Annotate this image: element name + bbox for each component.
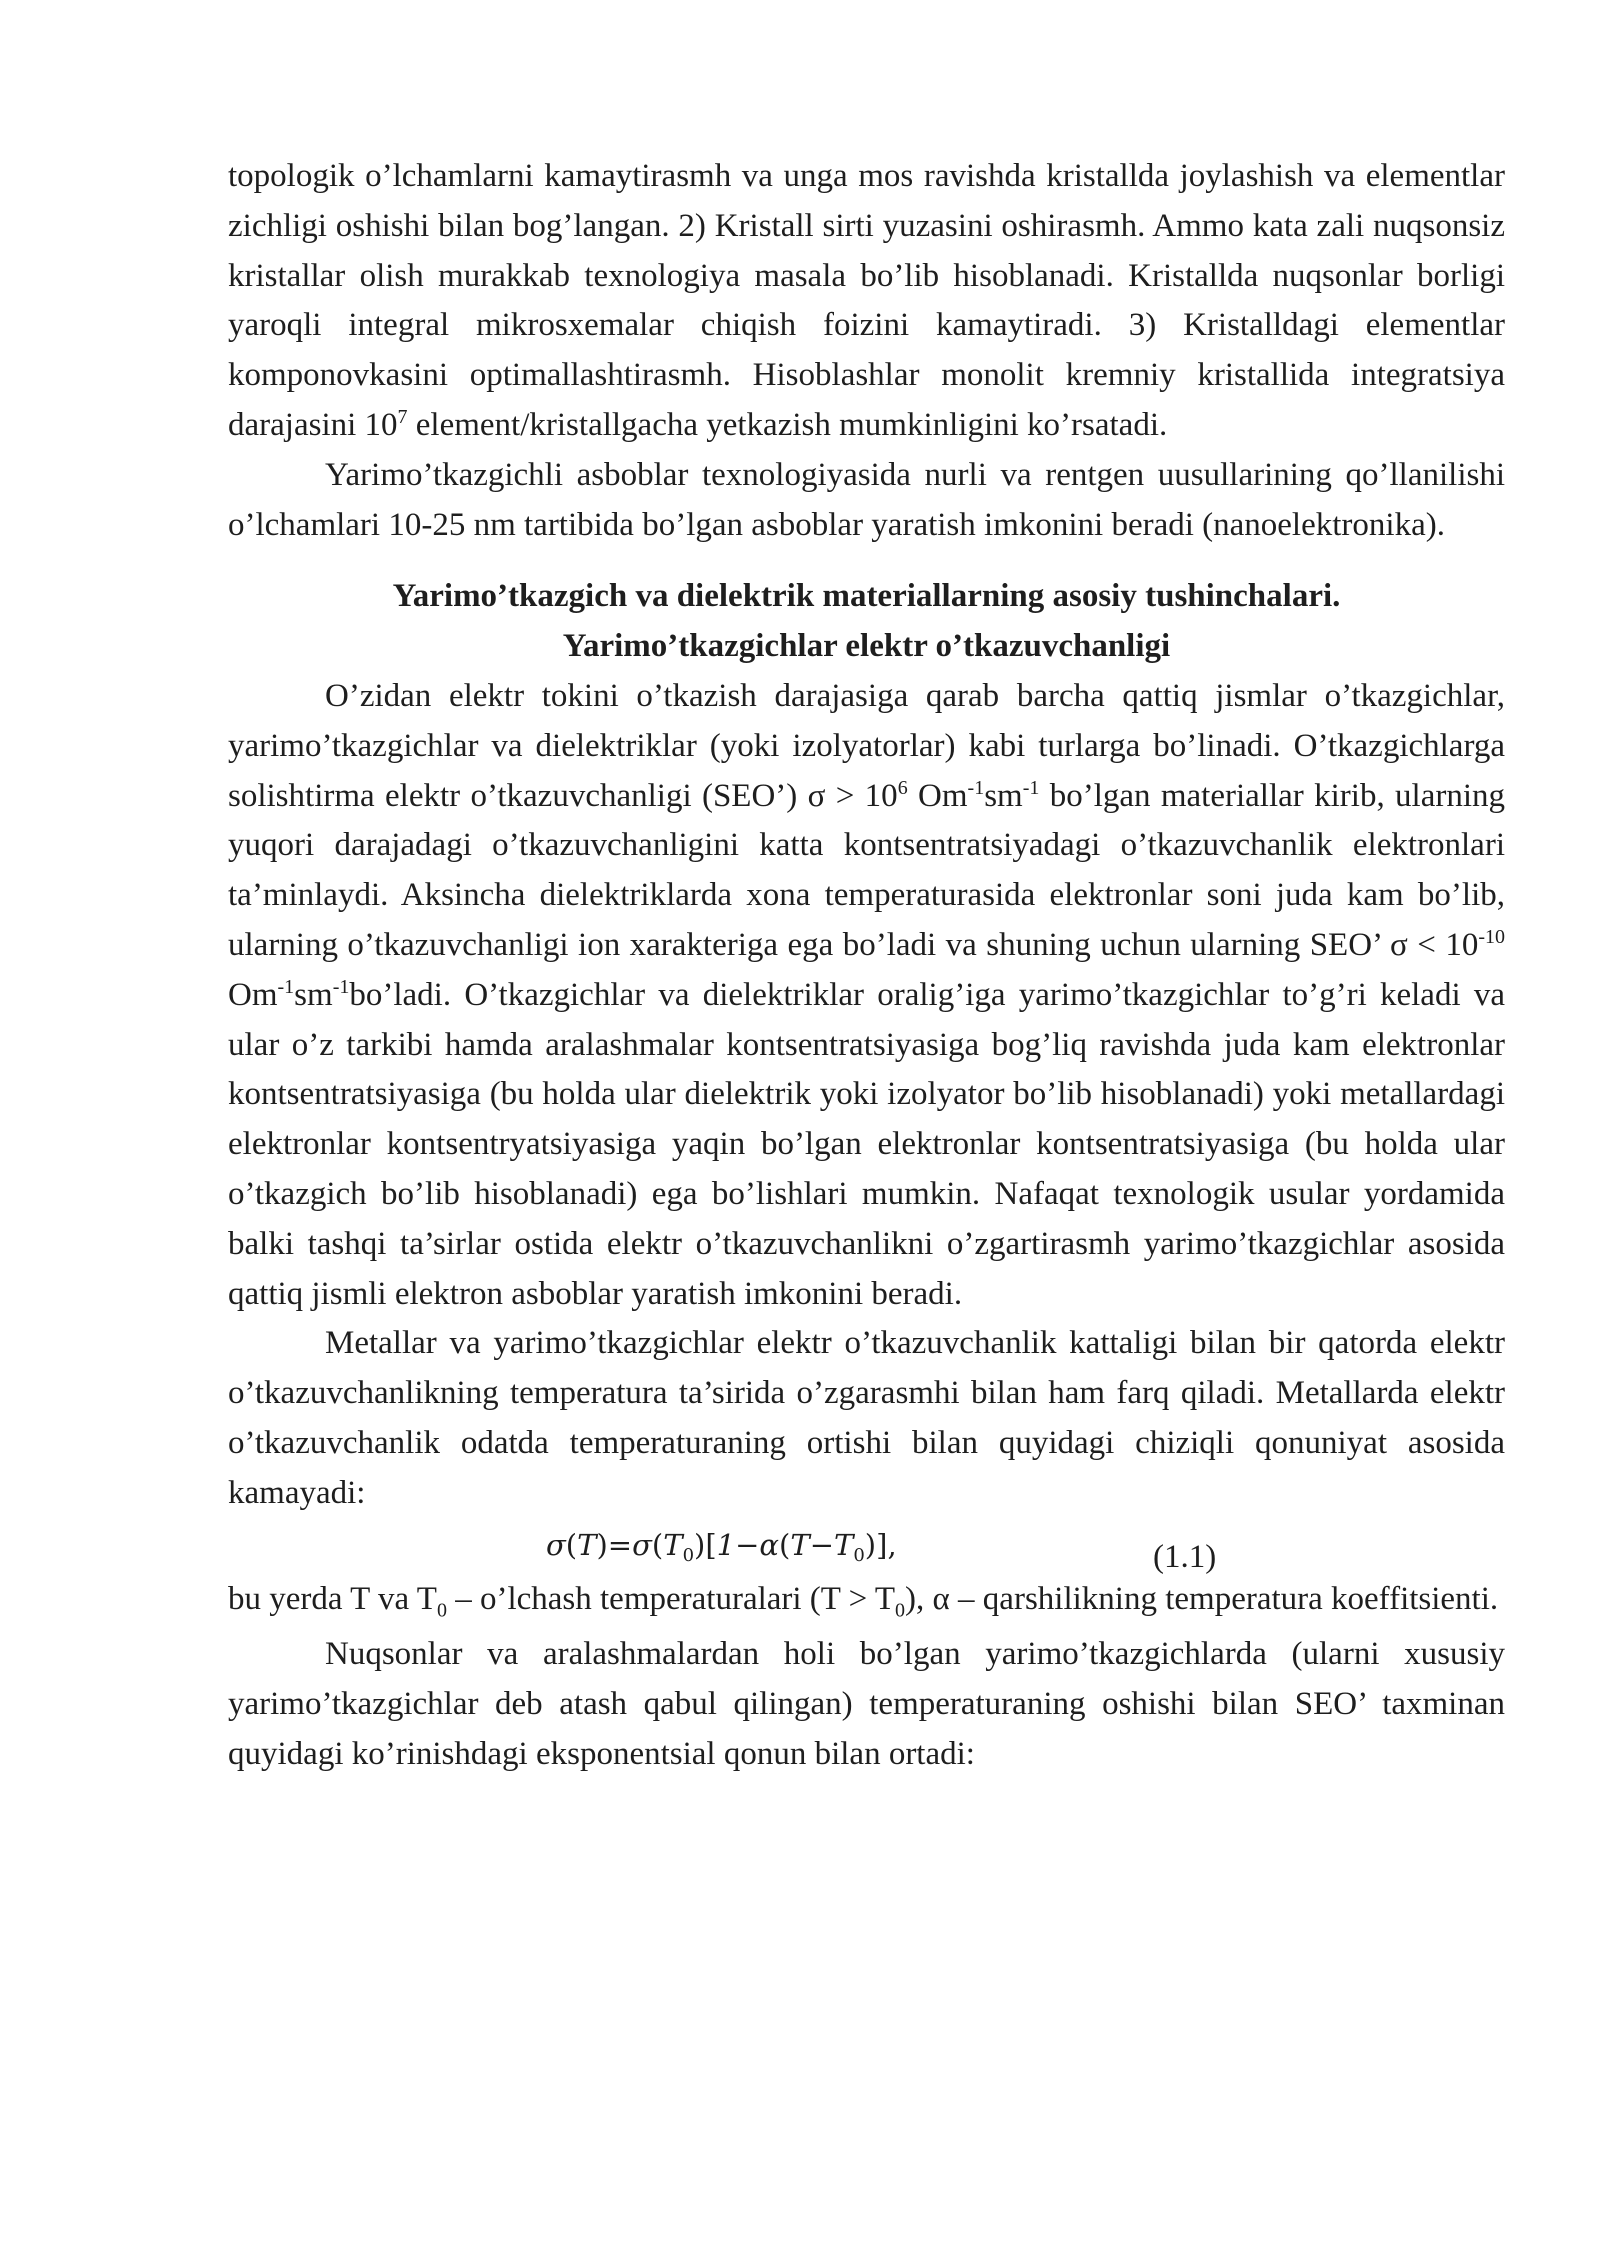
formula-t0-2: T	[834, 1527, 854, 1562]
paragraph-3	[228, 672, 1505, 1319]
p3-text-a: O’zidan elektr tokini o’tkazish darajasiga qarab barcha qattiq jismlar o’tkazgichlar, yarimo’tkazgichlar va dielektriklar (yoki izolyatorlar) kabi turlarga bo’linadi. O’tkazgichlarga solishtirma elektr o’tkazuvchanligi (SEO’) σ > 10	[228, 677, 1505, 814]
equation-1-1	[228, 1519, 1505, 1575]
paragraph-5	[228, 1575, 1505, 1625]
paragraph-2: Yarimo’tkazgichli asboblar texnologiyasida nurli va rentgen uusullarining qo’llanilishi o’lchamlari 10-25 nm tartibida bo’lgan asboblar yaratish imkonini beradi (nanoelektronika).	[228, 456, 1505, 543]
section-heading	[228, 572, 1505, 672]
p5-text-a: bu yerda T va T	[228, 1580, 437, 1617]
p3-exp-6: -1	[332, 975, 350, 998]
formula-one-minus-alpha: 1−α	[716, 1527, 780, 1562]
p5-sub-2: 0	[895, 1599, 906, 1622]
p3-exp-4: -10	[1478, 925, 1505, 948]
equation-formula: $\sigma(T)=\sigma(T_0)[1-\alpha(T-T_0)]$,	[546, 1527, 897, 1566]
p3-text-d: bo’lgan materiallar kirib, ularning yuqori darajadagi o’tkazuvchanligini katta kontsentratsiyadagi o’tkazuvchanlik elektronlari ta’minlaydi. Aksincha dielektriklarda xona temperaturasida elektronlar soni juda kam bo’lib, ularning o’tkazuvchanligi ion xarakteriga ega bo’ladi va shuning uchun ularning SEO’ σ < 10	[228, 777, 1506, 963]
p3-exp-1: 6	[897, 776, 908, 799]
p5-text-b: – o’lchash temperaturalari (T > T	[446, 1580, 896, 1617]
formula-eq: =σ	[607, 1527, 652, 1562]
formula-t-2: T	[790, 1527, 810, 1562]
p3-exp-5: -1	[277, 975, 295, 998]
p3-text-b: Om	[907, 777, 968, 814]
p3-exp-2: -1	[967, 776, 985, 799]
formula-t: T	[577, 1527, 597, 1562]
p3-text-e: Om	[228, 976, 278, 1013]
p1-exponent: 7	[397, 405, 408, 428]
p5-sub-1: 0	[436, 1599, 447, 1622]
p3-text-c: sm	[984, 777, 1023, 814]
formula-comma: ,	[887, 1527, 897, 1562]
formula-sigma: σ	[546, 1527, 566, 1562]
paragraph-1	[228, 152, 1505, 451]
p3-text-g: bo’ladi. O’tkazgichlar va dielektriklar oralig’iga yarimo’tkazgichlar to’g’ri keladi va ular o’z tarkibi hamda aralashmalar kontsentratsiyasiga bog’liq ravishda juda kam elektronlar kontsentratsiyasiga (bu holda ular dielektrik yoki izolyator bo’lib hisoblanadi) yoki metallardagi elektronlar kontsentryatsiyasiga yaqin bo’lgan elektronlar kontsentratsiyasiga (bu holda ular o’tkazgich bo’lib hisoblanadi) ega bo’lishlari mumkin. Nafaqat texnologik usular yordamida balki tashqi ta’sirlar ostida elektr o’tkazuvchanlikni o’zgartirasmh yarimo’tkazgichlar asosida qattiq jismli elektron asboblar yaratish imkonini beradi.	[228, 976, 1505, 1312]
heading-line-1: Yarimo’tkazgich va dielektrik materiallarning asosiy tushinchalari.	[392, 578, 1341, 615]
p3-exp-3: -1	[1022, 776, 1040, 799]
equation-number: (1.1)	[1153, 1538, 1217, 1575]
paragraph-4: Metallar va yarimo’tkazgichlar elektr o’tkazuvchanlik kattaligi bilan bir qatorda elektr o’tkazuvchanlikning temperatura ta’sirida o’zgarasmhi bilan ham farq qiladi. Metallarda elektr o’tkazuvchanlik odatda temperaturaning ortishi bilan quyidagi chiziqli qonuniyat asosida kamayadi:	[228, 1325, 1505, 1511]
formula-sub-zero: 0	[682, 1544, 695, 1566]
paragraph-6: Nuqsonlar va aralashmalardan holi bo’lgan yarimo’tkazgichlarda (ularni xususiy yarimo’tkazgichlar deb atash qabul qilingan) temperaturaning oshishi bilan SEO’ taxminan quyidagi ko’rinishdagi eksponentsial qonun bilan ortadi:	[228, 1636, 1505, 1772]
p5-text-c: ), α – qarshilikning temperatura koeffitsienti.	[905, 1580, 1499, 1617]
formula-t0: T	[663, 1527, 683, 1562]
formula-minus: −	[809, 1527, 834, 1562]
p3-text-f: sm	[294, 976, 333, 1013]
heading-line-2: Yarimo’tkazgichlar elektr o’tkazuvchanligi	[562, 628, 1171, 665]
formula-sub-zero-2: 0	[853, 1544, 865, 1566]
p1-text-b: element/kristallgacha yetkazish mumkinligini ko’rsatadi.	[407, 406, 1168, 443]
p1-text-a: topologik o’lchamlarni kamaytirasmh va unga mos ravishda kristallda joylashish va elementlar zichligi oshishi bilan bog’langan. 2) Kristall sirti yuzasini oshirasmh. Ammo kata zali nuqsonsiz kristallar olish murakkab texnologiya masala bo’lib hisoblanadi. Kristallda nuqsonlar borligi yaroqli integral mikrosxemalar chiqish foizini kamaytiradi. 3) Kristalldagi elementlar komponovkasini optimallashtirasmh. Hisoblashlar monolit kremniy kristallida integratsiya darajasini 10	[228, 158, 1505, 443]
